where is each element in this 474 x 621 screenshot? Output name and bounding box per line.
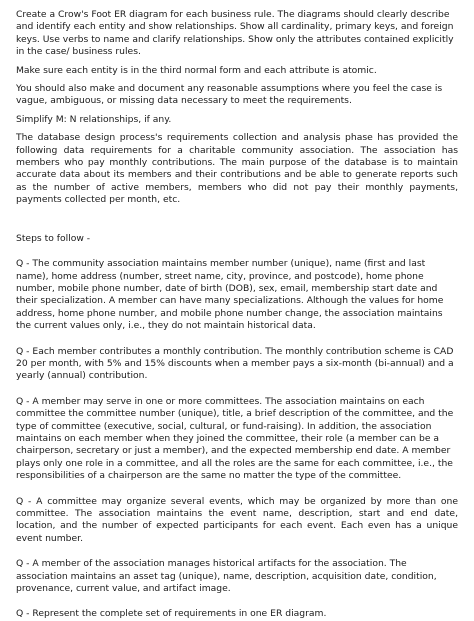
question-paragraph: Q - A member may serve in one or more committees. The association maintains on each committee the committee number (unique), title, a brief description of the committee, and the type of committee (executive, social, cultural, or fund-raising). In addition, the association maintains on each member when they joined the committee, their role (a member can be a chairperson, secretary or just a member), and the expected membership end date. A member plays only one role in a committee, and all the roles are the same for each committee, i.e., the responsibilities of a chairperson are the same no matter the type of the committee. <box>16 395 454 482</box>
document-page <box>16 9 458 621</box>
instruction-paragraph: Create a Crow's Foot ER diagram for each business rule. The diagrams should clearly describe and identify each entity and show relationships. Show all cardinality, primary keys, and foreign keys. Use verbs to name and clarify relationships. Show only the attributes contained explicitly in the case/ business rules. <box>16 9 454 58</box>
instruction-paragraph: Simplify M: N relationships, if any. <box>16 113 172 125</box>
question-paragraph: Q - A member of the association manages historical artifacts for the association. The association maintains an asset tag (unique), name, description, acquisition date, condition, provenance, current value, and artifact image. <box>16 558 437 595</box>
question-paragraph: Q - The community association maintains member number (unique), name (first and last name), home address (number, street name, city, province, and postcode), home phone number, mobile phone number, date of birth (DOB), sex, email, membership start date and their specialization. A member can have many specializations. Although the values for home address, home phone number, and mobile phone number change, the association maintains the current values only, i.e., they do not maintain historical data. <box>16 258 444 332</box>
question-paragraph: Q - A committee may organize several events, which may be organized by more than one committee. The association maintains the event name, description, start and end date, location, and the number of expected participants for each event. Each even has a unique event number. <box>16 495 458 544</box>
case-description-paragraph: The database design process's requirements collection and analysis phase has provided the following data requirements for a charitable community association. The association has members who pay monthly contributions. The main purpose of the database is to maintain accurate data about its members and their contributions and be able to generate reports such as the number of active members, members who did not pay their monthly payments, payments collected per month, etc. <box>16 132 458 206</box>
instruction-paragraph: You should also make and document any reasonable assumptions where you feel the case is vague, ambiguous, or missing data necessary to meet the requirements. <box>16 83 443 107</box>
instruction-paragraph: Make sure each entity is in the third normal form and each attribute is atomic. <box>16 64 377 76</box>
question-paragraph: Q - Represent the complete set of requirements in one ER diagram. <box>16 608 327 620</box>
steps-heading: Steps to follow - <box>16 232 91 244</box>
question-paragraph: Q - Each member contributes a monthly contribution. The monthly contribution scheme is CAD 20 per month, with 5% and 15% discounts when a member pays a six-month (bi-annual) and a yearly (annual) contribution. <box>16 345 454 382</box>
